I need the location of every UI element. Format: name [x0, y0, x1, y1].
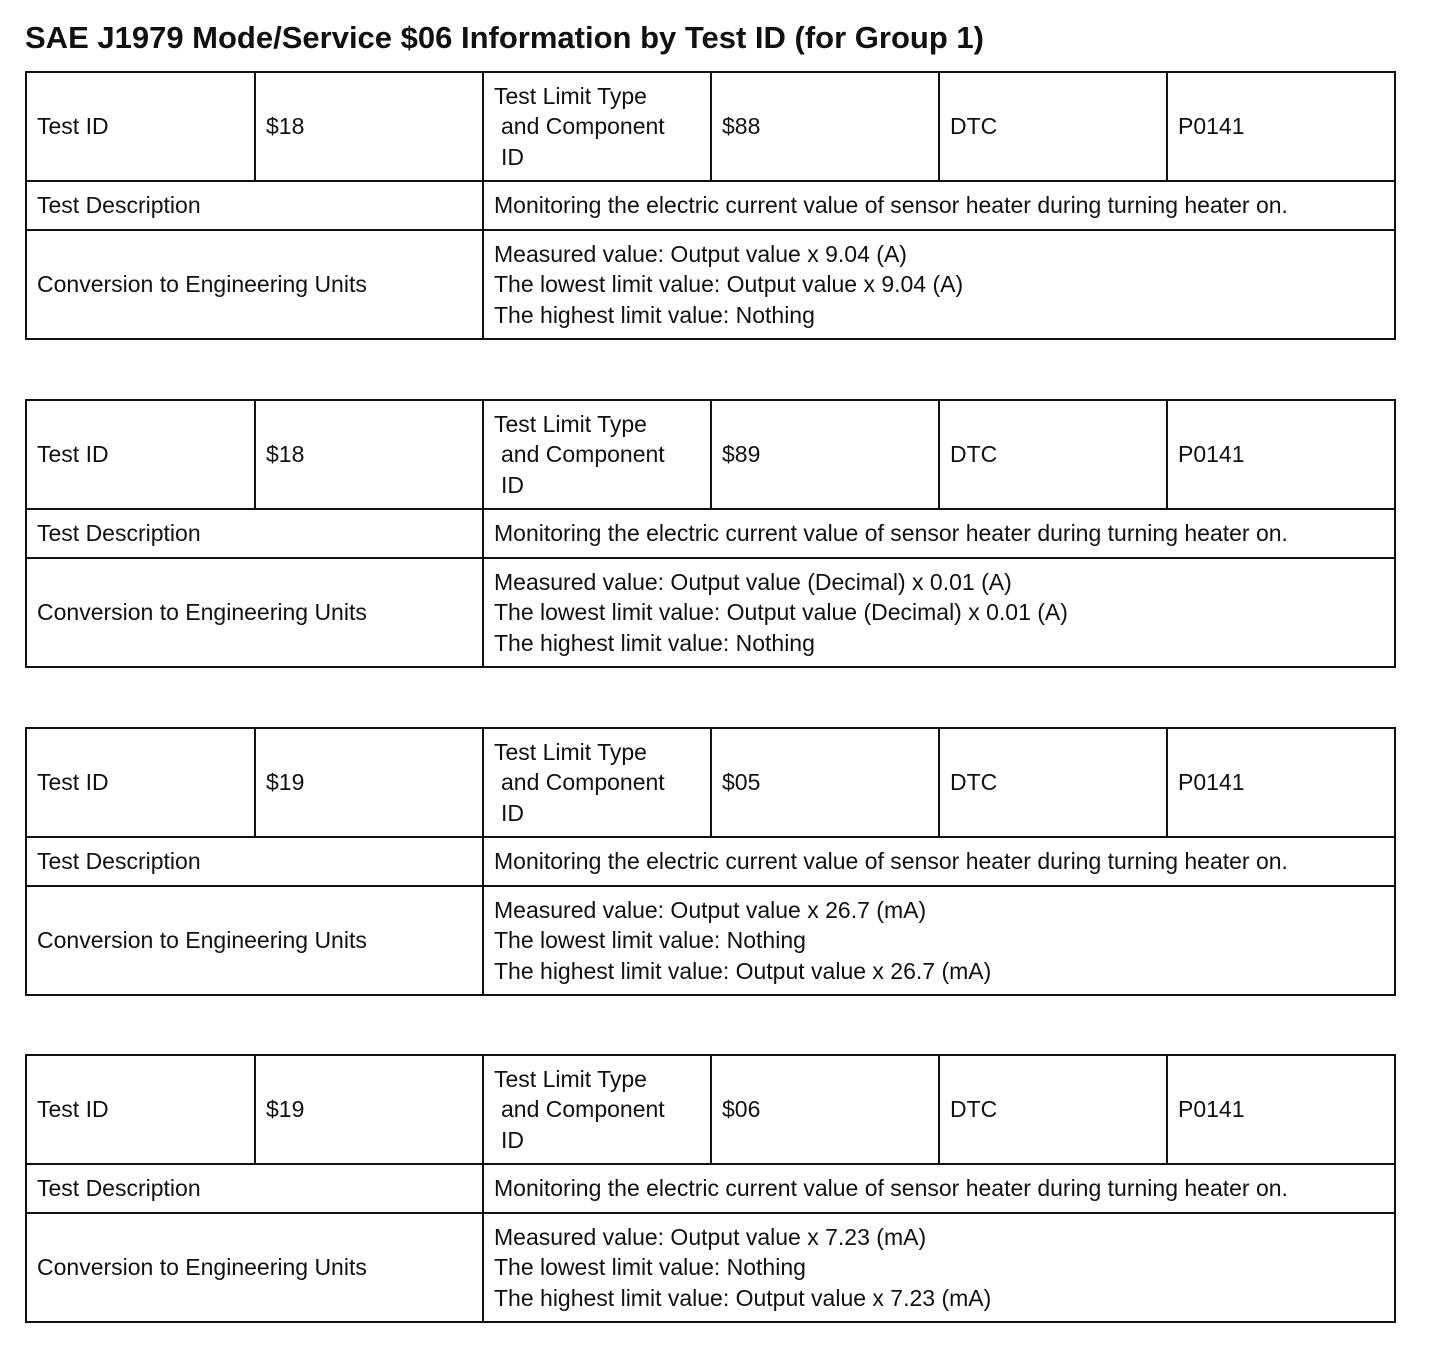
- conversion-row: [26, 230, 1395, 339]
- table-header-row: [26, 1055, 1395, 1164]
- dtc-label: DTC: [939, 728, 1167, 837]
- conversion-line: The lowest limit value: Nothing: [494, 927, 806, 954]
- conversion-line: Measured value: Output value x 26.7 (mA): [494, 896, 927, 923]
- limit-type-label: [483, 728, 711, 837]
- limit-type-value: $89: [711, 400, 939, 509]
- limit-type-label-line: and Component: [501, 113, 665, 140]
- description-row: [26, 509, 1395, 558]
- test-id-table: [25, 1054, 1396, 1323]
- test-description-label: Test Description: [26, 181, 483, 230]
- limit-type-label-line: ID: [501, 799, 524, 826]
- test-id-label: Test ID: [26, 1055, 255, 1164]
- conversion-value: [483, 886, 1395, 995]
- test-description-value: Monitoring the electric current value of sensor heater during turning heater on.: [483, 1164, 1395, 1213]
- conversion-label: Conversion to Engineering Units: [26, 1213, 483, 1322]
- description-row: [26, 837, 1395, 886]
- test-id-table: [25, 399, 1396, 668]
- dtc-label: DTC: [939, 72, 1167, 181]
- conversion-line: The lowest limit value: Output value x 9.04 (A): [494, 271, 964, 298]
- page-title: SAE J1979 Mode/Service $06 Information by Test ID (for Group 1): [25, 20, 984, 55]
- limit-type-label-line: Test Limit Type: [494, 738, 647, 765]
- conversion-line: The highest limit value: Nothing: [494, 629, 815, 656]
- conversion-label: Conversion to Engineering Units: [26, 230, 483, 339]
- conversion-line: The highest limit value: Output value x 7.23 (mA): [494, 1284, 992, 1311]
- conversion-line: Measured value: Output value (Decimal) x 0.01 (A): [494, 568, 1012, 595]
- limit-type-value: $88: [711, 72, 939, 181]
- limit-type-value: $05: [711, 728, 939, 837]
- conversion-row: [26, 886, 1395, 995]
- dtc-value: P0141: [1167, 728, 1395, 837]
- test-id-value: $18: [255, 400, 483, 509]
- test-id-table: [25, 727, 1396, 996]
- limit-type-label-line: ID: [501, 1126, 524, 1153]
- test-id-table: [25, 71, 1396, 340]
- conversion-label: Conversion to Engineering Units: [26, 558, 483, 667]
- test-description-label: Test Description: [26, 1164, 483, 1213]
- limit-type-label-line: and Component: [501, 441, 665, 468]
- test-description-label: Test Description: [26, 509, 483, 558]
- limit-type-label-line: and Component: [501, 1096, 665, 1123]
- dtc-value: P0141: [1167, 72, 1395, 181]
- test-description-value: Monitoring the electric current value of sensor heater during turning heater on.: [483, 509, 1395, 558]
- limit-type-label-line: ID: [501, 143, 524, 170]
- conversion-line: Measured value: Output value x 7.23 (mA): [494, 1223, 927, 1250]
- limit-type-label-line: Test Limit Type: [494, 82, 647, 109]
- conversion-value: [483, 230, 1395, 339]
- test-id-label: Test ID: [26, 728, 255, 837]
- test-id-label: Test ID: [26, 72, 255, 181]
- test-id-value: $19: [255, 1055, 483, 1164]
- limit-type-label-line: Test Limit Type: [494, 1065, 647, 1092]
- limit-type-label-line: and Component: [501, 769, 665, 796]
- conversion-value: [483, 558, 1395, 667]
- conversion-line: The lowest limit value: Output value (Decimal) x 0.01 (A): [494, 599, 1068, 626]
- conversion-line: The lowest limit value: Nothing: [494, 1254, 806, 1281]
- dtc-value: P0141: [1167, 400, 1395, 509]
- description-row: [26, 1164, 1395, 1213]
- dtc-value: P0141: [1167, 1055, 1395, 1164]
- dtc-label: DTC: [939, 1055, 1167, 1164]
- dtc-label: DTC: [939, 400, 1167, 509]
- test-description-value: Monitoring the electric current value of sensor heater during turning heater on.: [483, 181, 1395, 230]
- test-description-label: Test Description: [26, 837, 483, 886]
- test-id-value: $19: [255, 728, 483, 837]
- description-row: [26, 181, 1395, 230]
- test-id-label: Test ID: [26, 400, 255, 509]
- conversion-line: The highest limit value: Output value x 26.7 (mA): [494, 957, 992, 984]
- limit-type-label: [483, 72, 711, 181]
- table-header-row: [26, 72, 1395, 181]
- conversion-row: [26, 1213, 1395, 1322]
- test-id-value: $18: [255, 72, 483, 181]
- table-header-row: [26, 400, 1395, 509]
- conversion-row: [26, 558, 1395, 667]
- conversion-line: Measured value: Output value x 9.04 (A): [494, 240, 907, 267]
- limit-type-label: [483, 400, 711, 509]
- conversion-line: The highest limit value: Nothing: [494, 301, 815, 328]
- limit-type-label-line: Test Limit Type: [494, 410, 647, 437]
- limit-type-label-line: ID: [501, 471, 524, 498]
- table-header-row: [26, 728, 1395, 837]
- conversion-value: [483, 1213, 1395, 1322]
- test-description-value: Monitoring the electric current value of sensor heater during turning heater on.: [483, 837, 1395, 886]
- limit-type-label: [483, 1055, 711, 1164]
- conversion-label: Conversion to Engineering Units: [26, 886, 483, 995]
- limit-type-value: $06: [711, 1055, 939, 1164]
